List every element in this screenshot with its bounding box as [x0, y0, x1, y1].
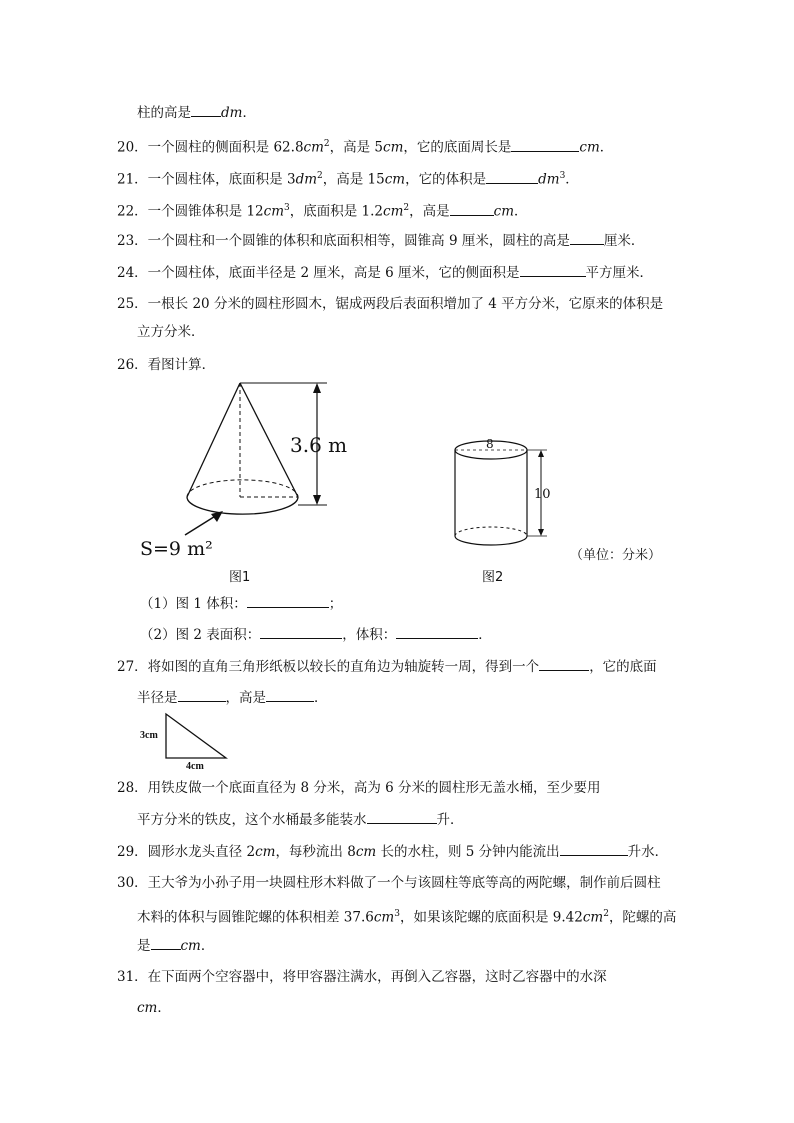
question-26: 26．看图计算． — [117, 357, 216, 373]
cone-base-back — [187, 480, 298, 497]
cone-base-front — [187, 497, 298, 514]
question-31-cont: cm． — [137, 1000, 171, 1016]
question-28: 28．用铁皮做一个底面直径为 8 分米，高为 6 分米的圆柱形无盖水桶，至少要用 — [117, 780, 601, 796]
figure1-caption: 图1 — [229, 570, 251, 585]
question-28-cont: 平方分米的铁皮，这个水桶最多能装水 升． — [137, 812, 464, 828]
answer-blank[interactable] — [178, 689, 226, 702]
answer-blank[interactable] — [266, 689, 314, 702]
triangle-figure — [162, 710, 232, 762]
question-21: 21．一个圆柱体，底面积是 $3dm^2$，高是 15cm，它的体积是 $dm^3$． — [117, 171, 579, 188]
answer-blank[interactable] — [560, 843, 628, 856]
question-30-end: 是 cm． — [137, 938, 215, 954]
question-30: 30．王大爷为小孙子用一块圆柱形木料做了一个与该圆柱等底等高的两陀螺，制作前后圆柱 — [117, 875, 661, 891]
answer-blank[interactable] — [511, 139, 579, 152]
answer-blank[interactable] — [151, 937, 181, 950]
unit-note: （单位：分米） — [570, 548, 662, 563]
question-23: 23．一个圆柱和一个圆锥的体积和底面积相等，圆锥高 9 厘米，圆柱的高是 厘米． — [117, 233, 645, 249]
cylinder-diameter-label: 8 — [486, 437, 494, 451]
cone-area-label: S=9 m² — [140, 538, 213, 560]
cylinder-base-front — [455, 536, 527, 545]
area-pointer — [185, 515, 217, 535]
triangle-leg-b: 4cm — [186, 761, 204, 772]
question-31: 31．在下面两个空容器中，将甲容器注满水，再倒入乙容器，这时乙容器中的水深 — [117, 969, 607, 985]
answer-blank[interactable] — [191, 104, 221, 117]
cylinder-base-back — [455, 527, 527, 536]
answer-blank[interactable] — [570, 232, 604, 245]
cone-height-label: 3.6 m — [290, 433, 348, 457]
answer-blank[interactable] — [367, 811, 437, 824]
cylinder-height-label: 10 — [534, 487, 551, 502]
answer-blank[interactable] — [396, 626, 478, 639]
answer-blank[interactable] — [260, 626, 342, 639]
question-25: 25．一根长 20 分米的圆柱形圆木，锯成两段后表面积增加了 4 平方分米，它原来的体积是 — [117, 296, 664, 312]
question-25-cont: 立方分米． — [137, 324, 205, 340]
question-20: 20．一个圆柱的侧面积是 $62.8cm^2$，高是 5cm，它的底面周长是 cm． — [117, 139, 614, 156]
question-24: 24．一个圆柱体，底面半径是 2 厘米，高是 6 厘米，它的侧面积是 平方厘米． — [117, 265, 654, 281]
triangle-leg-a: 3cm — [140, 730, 158, 741]
q19-tail: 柱的高是 dm． — [137, 105, 256, 121]
question-27: 27．将如图的直角三角形纸板以较长的直角边为轴旋转一周，得到一个 ，它的底面 — [117, 659, 657, 675]
question-30-cont: 木料的体积与圆锥陀螺的体积相差 $37.6cm^3$，如果该陀螺的底面积是 $9.42cm^2$，陀螺的高 — [137, 909, 677, 926]
answer-blank[interactable] — [520, 264, 586, 277]
question-22: 22．一个圆锥体积是 $12cm^3$，底面积是 $1.2cm^2$，高是 cm． — [117, 203, 528, 220]
question-29: 29．圆形水龙头直径 2cm，每秒流出 8cm 长的水柱，则 5 分钟内能流出 升水． — [117, 844, 669, 860]
q26-part1: （1）图 1 体积： ； — [140, 596, 343, 612]
answer-blank[interactable] — [539, 658, 589, 671]
answer-blank[interactable] — [486, 171, 538, 184]
answer-blank[interactable] — [450, 203, 494, 216]
figure2-caption: 图2 — [482, 570, 504, 585]
q26-part2: （2）图 2 表面积： ，体积： ． — [140, 627, 492, 643]
answer-blank[interactable] — [247, 595, 329, 608]
question-27-cont: 半径是 ，高是 ． — [137, 690, 328, 706]
cone-figure — [135, 375, 375, 565]
